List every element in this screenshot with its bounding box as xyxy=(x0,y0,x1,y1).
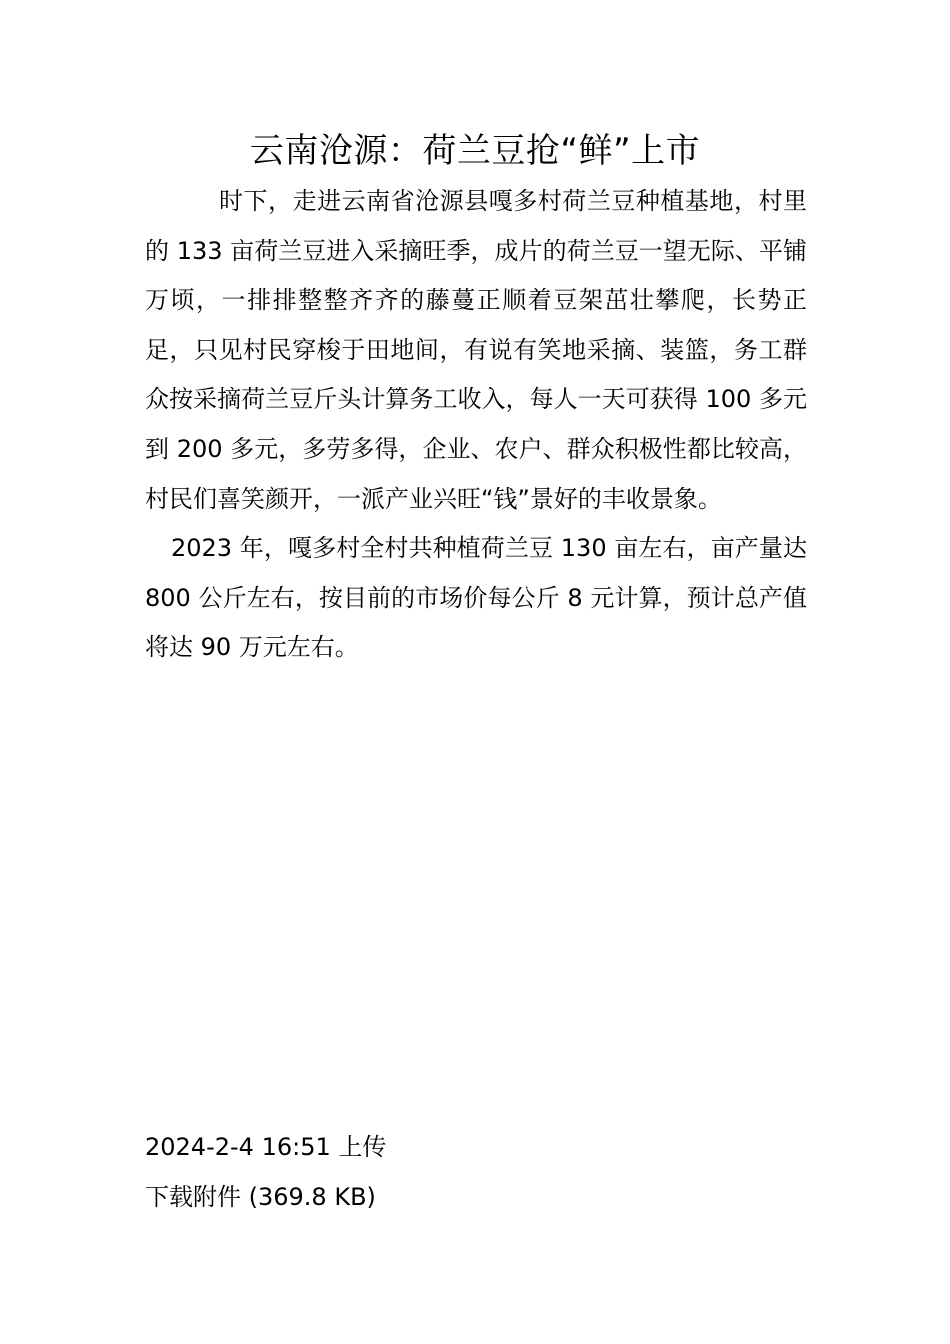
article-paragraph: 2023 年，嘎多村全村共种植荷兰豆 130 亩左右，亩产量达 800 公斤左右，按目前的市场价每公斤 8 元计算，预计总产值将达 90 万元左右。 xyxy=(145,534,807,662)
download-attachment-line xyxy=(145,1172,807,1222)
upload-timestamp: 2024-2-4 16:51 上传 xyxy=(145,1133,387,1161)
download-attachment-link[interactable]: 下载附件 (369.8 KB) xyxy=(145,1183,376,1211)
article-paragraph: 时下，走进云南省沧源县嘎多村荷兰豆种植基地，村里的 133 亩荷兰豆进入采摘旺季，成片的荷兰豆一望无际、平铺万顷，一排排整整齐齐的藤蔓正顺着豆架茁壮攀爬，长势正足，只见村民穿梭于田地间，有说有笑地采摘、装篮，务工群众按采摘荷兰豆斤头计算务工收入，每人一天可获得 100 多元到 200 多元，多劳多得，企业、农户、群众积极性都比较高，村民们喜笑颜开，一派产业兴旺“钱”景好的丰收景象。 xyxy=(145,187,807,513)
article-body xyxy=(145,177,807,673)
attachment-info xyxy=(145,1122,807,1222)
article-title: 云南沧源：荷兰豆抢“鲜”上市 xyxy=(249,131,701,171)
